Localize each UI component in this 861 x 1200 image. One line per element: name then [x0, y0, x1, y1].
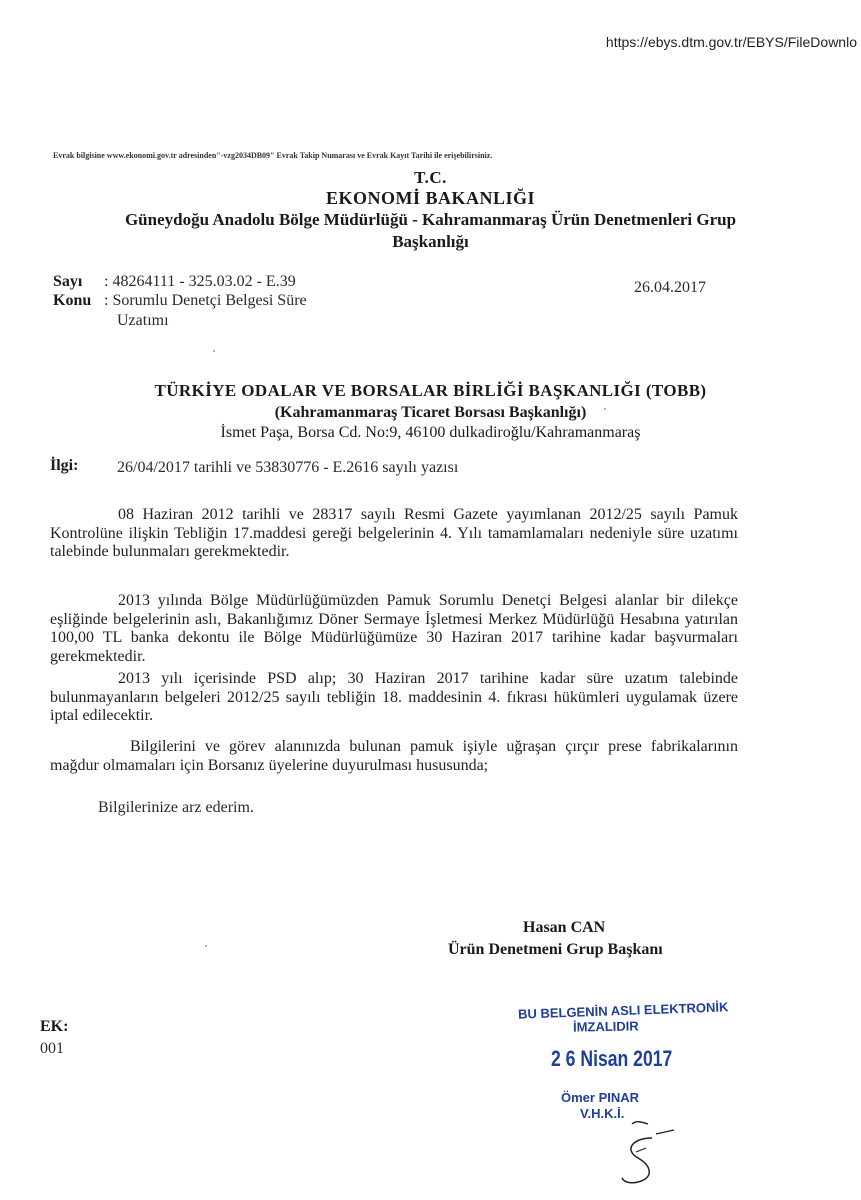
sayi-value: : 48264111 - 325.03.02 - E.39 [104, 273, 296, 290]
stamp-name: Ömer PINAR [561, 1090, 640, 1105]
header-ministry: EKONOMİ BAKANLIĞI [325, 188, 536, 208]
attachment-label: EK: [40, 1018, 69, 1035]
konu-value-line1: : Sorumlu Denetçi Belgesi Süre [104, 292, 307, 309]
scan-speck [213, 350, 215, 352]
body-paragraph-3: 2013 yılı içerisinde PSD alıp; 30 Haziran 2017 tarihine kadar süre uzatım talebinde bulunmayanların belgeleri 2012/25 sayılı tebliğin 18. maddesinin 4. fıkrası hükümleri uygulamak üzere iptal edilecektir. [50, 670, 738, 724]
scan-speck [604, 408, 606, 410]
stamp-line1: BU BELGENİN ASLI ELEKTRONİK [517, 999, 729, 1022]
header-unit-line2: Başkanlığı [392, 232, 469, 251]
stamp-line2: İMZALIDIR [572, 1018, 639, 1035]
handwritten-paraph [612, 1112, 692, 1197]
body-paragraph-2: 2013 yılında Bölge Müdürlüğümüzden Pamuk Sorumlu Denetçi Belgesi alanlar bir dilekçe eşliğinde belgelerinin aslı, Bakanlığımız Döner Sermaye İşletmesi Merkez Müdürlüğü Hesabına yatırılan 100,00 TL banka dekontu ile Bölge Müdürlüğümüze 30 Haziran 2017 tarihine kadar başvurmaları gerekmektedir. [50, 592, 738, 665]
scan-speck [205, 945, 207, 947]
document-date: 26.04.2017 [634, 279, 706, 296]
header-unit-line1: Güneydoğu Anadolu Bölge Müdürlüğü - Kahramanmaraş Ürün Denetmenleri Grup [124, 210, 737, 229]
body-paragraph-1: 08 Haziran 2012 tarihli ve 28317 sayılı Resmi Gazete yayımlanan 2012/25 sayılı Pamuk Kontrolüne ilişkin Tebliğin 17.maddesi gereği belgelerinin 4. Yılı tamamlamaları nedeniyle süre uzatımı talebinde bulunmaları gerekmektedir. [50, 506, 738, 560]
ilgi-label: İlgi: [50, 457, 79, 474]
signatory-title: Ürün Denetmeni Grup Başkanı [448, 941, 663, 958]
closing-line: Bilgilerinize arz ederim. [98, 799, 254, 816]
konu-value-line2: Uzatımı [117, 312, 169, 329]
attachment-value: 001 [40, 1040, 64, 1057]
stamp-role: V.H.K.İ. [580, 1106, 625, 1121]
recipient-address: İsmet Paşa, Borsa Cd. No:9, 46100 dulkadiroğlu/Kahramanmaraş [220, 424, 641, 441]
recipient-line2: (Kahramanmaraş Ticaret Borsası Başkanlığı) [274, 404, 587, 421]
stamp-date: 2 6 Nisan 2017 [551, 1046, 673, 1071]
header-tc: T.C. [414, 168, 447, 187]
body-paragraph-4: Bilgilerini ve görev alanınızda bulunan pamuk işiyle uğraşan çırçır prese fabrikalarının mağdur olmamaları için Borsanız üyelerine duyurulması hususunda; [50, 738, 738, 774]
konu-label: Konu [53, 292, 92, 309]
sayi-label: Sayı [53, 273, 83, 290]
signatory-name: Hasan CAN [523, 919, 606, 936]
recipient-line1: TÜRKİYE ODALAR VE BORSALAR BİRLİĞİ BAŞKANLIĞI (TOBB) [154, 381, 707, 400]
page-url: https://ebys.dtm.gov.tr/EBYS/FileDownlo [605, 34, 857, 50]
evrak-tracking-note: Evrak bilgisine www.ekonomi.gov.tr adresinden"-vzg2034DB09" Evrak Takip Numarası ve Evrak Kayıt Tarihi ile erişebilirsiniz. [53, 151, 493, 160]
ilgi-value: 26/04/2017 tarihli ve 53830776 - E.2616 sayılı yazısı [117, 459, 459, 476]
